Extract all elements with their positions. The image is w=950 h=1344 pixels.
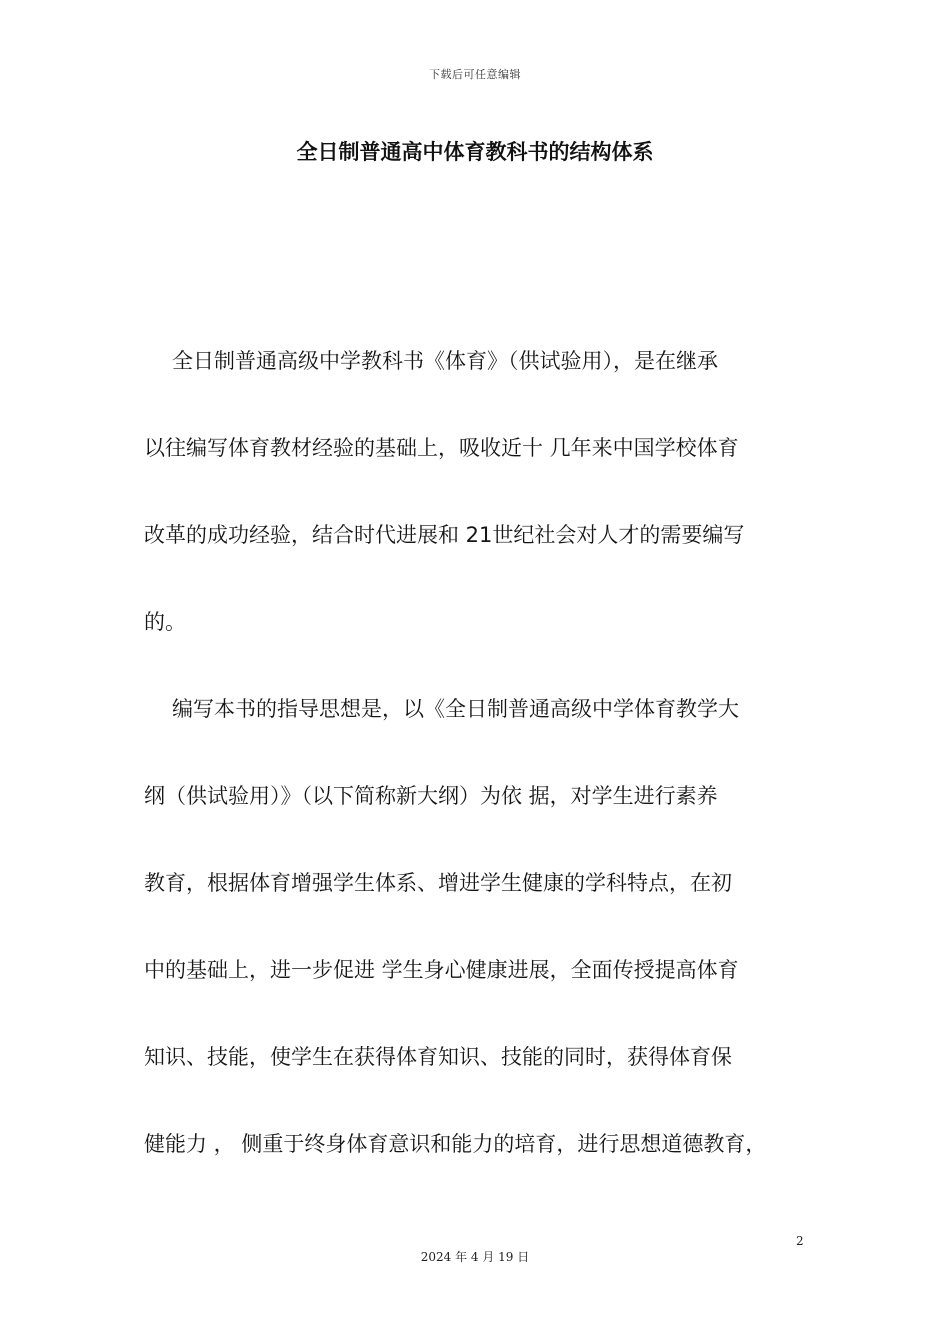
document-body — [144, 318, 818, 1188]
document-title: 全日制普通高中体育教科书的结构体系 — [296, 140, 654, 164]
paragraph-2-line-6: 健能力 ， 侧重于终身体育意识和能力的培育，进行思想道德教育， — [144, 1132, 767, 1156]
paragraph-1-line-3: 改革的成功经验，结合时代进展和 21世纪社会对人才的需要编写 — [144, 523, 745, 547]
paragraph-1-line-2: 以往编写体育教材经验的基础上，吸收近十 几年来中国学校体育 — [144, 436, 739, 460]
paragraph-2-line-5: 知识、技能，使学生在获得体育知识、技能的同时，获得体育保 — [144, 1045, 732, 1069]
paragraph-2-line-1: 编写本书的指导思想是，以《全日制普通高级中学体育教学大 — [172, 697, 739, 721]
footer-date: 2024 年 4 月 19 日 — [420, 1250, 530, 1264]
paragraph-1-line-1: 全日制普通高级中学教科书《体育》（供试验用），是在继承 — [172, 349, 718, 373]
paragraph-2-line-4: 中的基础上，进一步促进 学生身心健康进展，全面传授提高体育 — [144, 958, 739, 982]
header-note: 下载后可任意编辑 — [429, 68, 521, 81]
paragraph-1-line-4: 的。 — [144, 610, 186, 634]
paragraph-2-line-2: 纲（供试验用）》（以下简称新大纲）为依 据，对学生进行素养 — [144, 784, 718, 808]
page-number: 2 — [796, 1234, 804, 1248]
paragraph-2-line-3: 教育，根据体育增强学生体系、增进学生健康的学科特点，在初 — [144, 871, 732, 895]
